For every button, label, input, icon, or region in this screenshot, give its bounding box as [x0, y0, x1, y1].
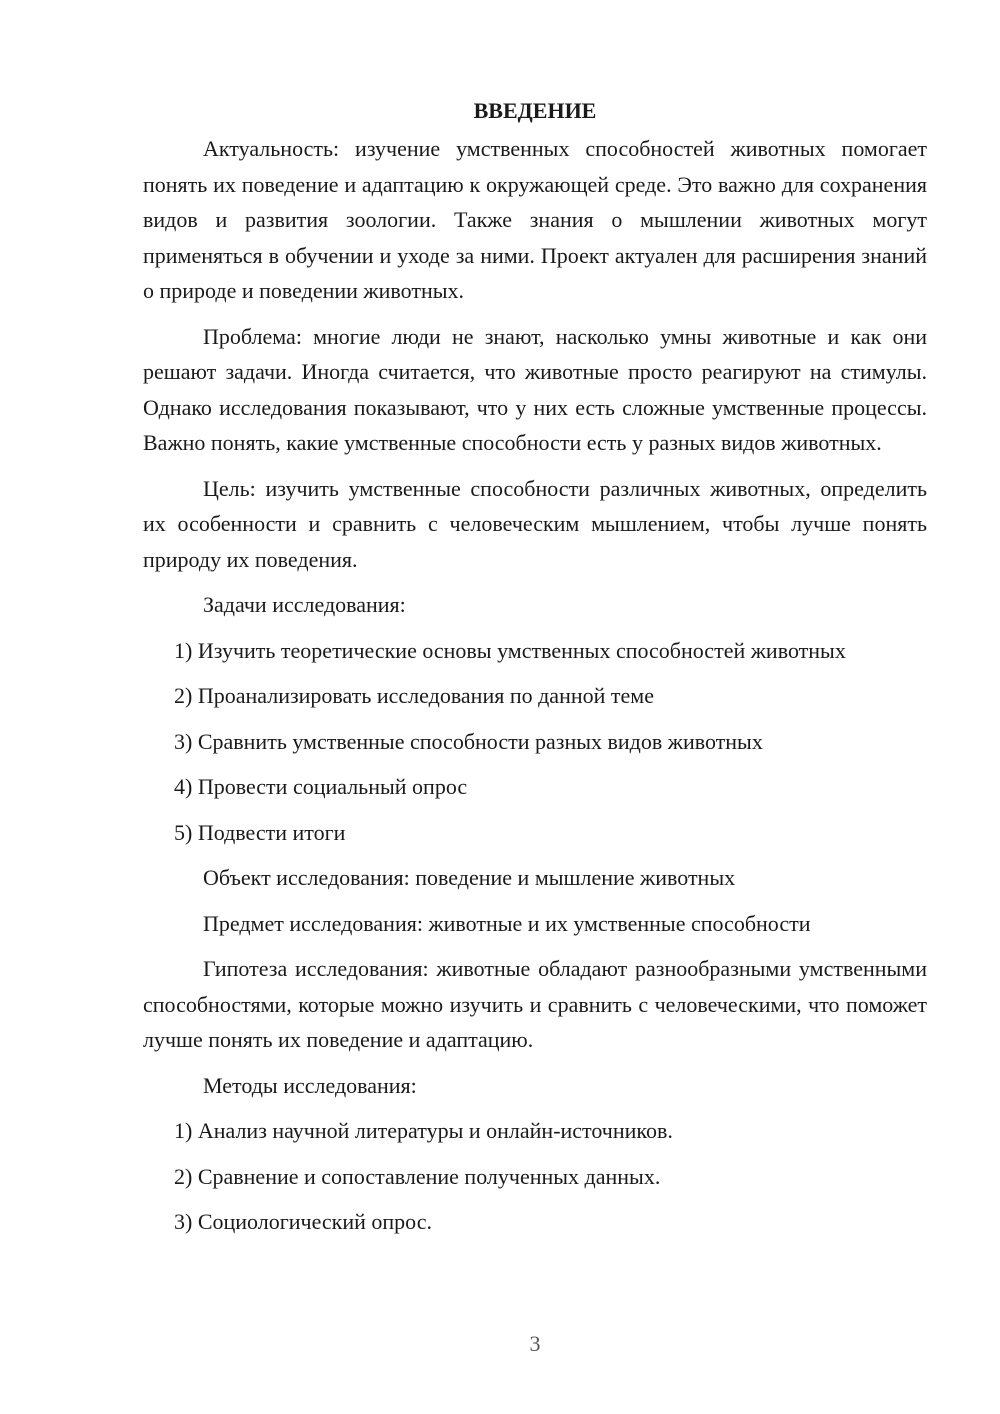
task-item: 5) Подвести итоги — [174, 819, 346, 845]
page-number-container — [0, 1331, 1000, 1357]
method-item: 2) Сравнение и сопоставление полученных данных. — [174, 1163, 661, 1189]
method-item: 3) Социологический опрос. — [174, 1209, 432, 1234]
tasks-heading: Задачи исследования: — [203, 592, 406, 617]
problem-paragraph: Проблема: многие люди не знают, насколько умны животные и как они решают задачи. Иногда считается, что животные просто реагируют на стимулы. Однако исследования показывают, что у них есть сложные умственные процессы. Важно понять, какие умственные способности есть у разных видов животных. — [143, 323, 927, 455]
method-item: 1) Анализ научной литературы и онлайн-источников. — [174, 1118, 673, 1143]
task-item: 3) Сравнить умственные способности разных видов животных — [174, 728, 763, 754]
relevance-paragraph: Актуальность: изучение умственных способностей животных помогает понять их поведение и адаптацию к окружающей среде. Это важно для сохранения видов и развития зоологии. Также знания о мышлении животных могут применяться в обучении и уходе за ними. Проект актуален для расширения знаний о природе и поведении животных. — [143, 136, 927, 303]
task-item: 2) Проанализировать исследования по данной теме — [174, 683, 654, 708]
document-body — [143, 93, 927, 1250]
hypothesis-paragraph: Гипотеза исследования: животные обладают разнообразными умственными способностями, которые можно изучить и сравнить с человеческими, что поможет лучше понять их поведение и адаптацию. — [143, 956, 927, 1052]
research-subject: Предмет исследования: животные и их умственные способности — [203, 910, 811, 936]
methods-heading: Методы исследования: — [203, 1072, 417, 1098]
task-item: 4) Провести социальный опрос — [174, 774, 468, 799]
research-object: Объект исследования: поведение и мышление животных — [203, 865, 736, 890]
page-title: ВВЕДЕНИЕ — [473, 98, 597, 123]
task-item: 1) Изучить теоретические основы умственных способностей животных — [174, 637, 846, 663]
page-number: 3 — [529, 1331, 541, 1356]
goal-paragraph: Цель: изучить умственные способности различных животных, определить их особенности и сравнить с человеческим мышлением, чтобы лучше понять природу их поведения. — [143, 475, 927, 572]
